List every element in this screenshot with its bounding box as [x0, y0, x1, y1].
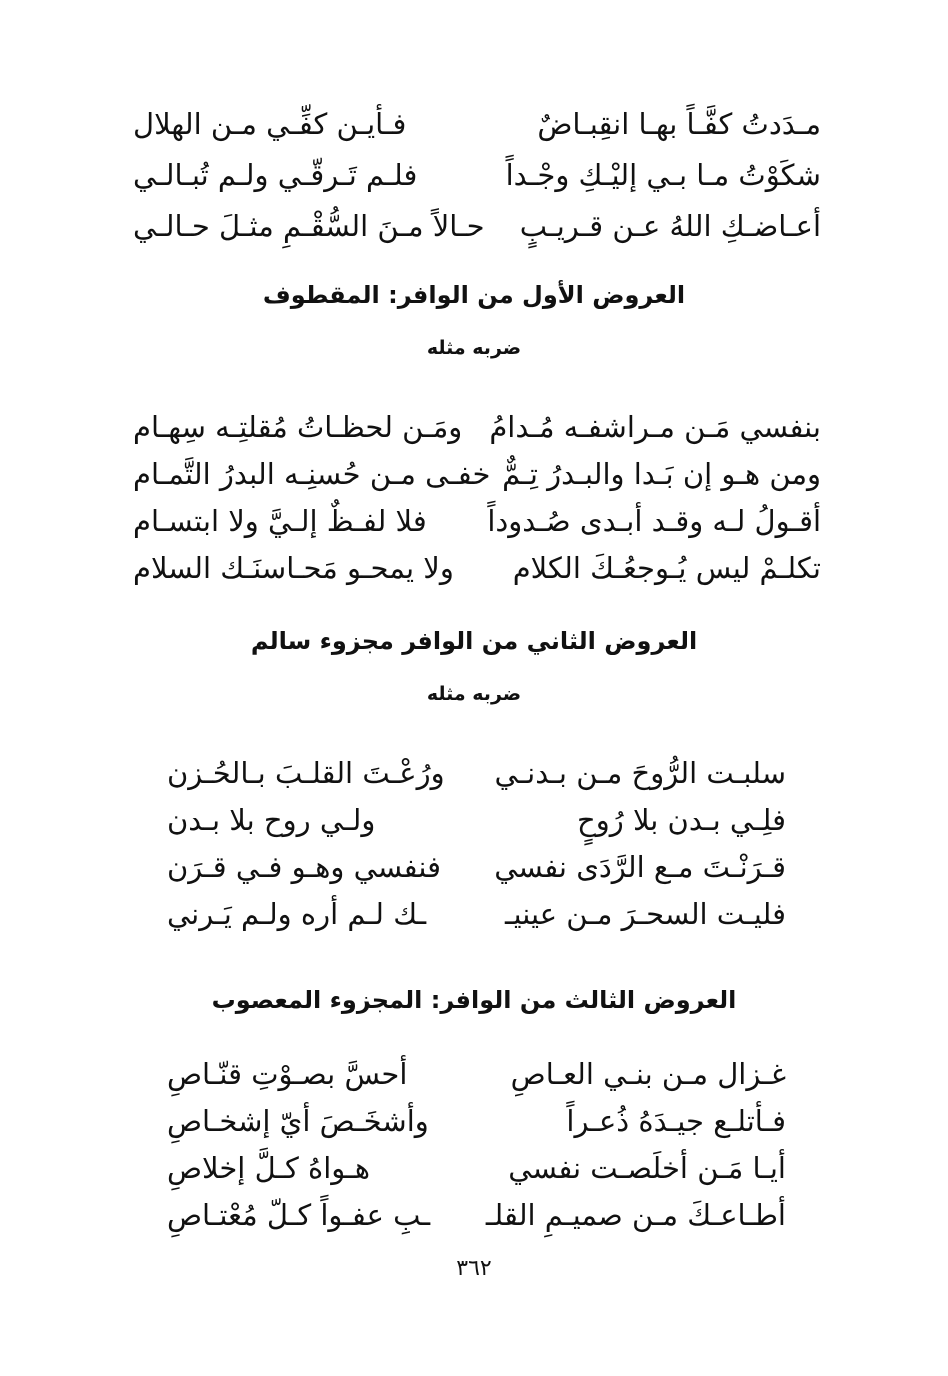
- verse: [133, 108, 821, 140]
- first-hemistich: أطـاعـكَ مـن صميـمِ القلـ: [485, 1197, 786, 1232]
- section-2-subheading: ضربه مثله: [426, 683, 522, 705]
- second-hemistich: ورُعْـتَ القلـبَ بـالحُـزن: [167, 755, 445, 790]
- second-hemistich: ـك لـم أره ولـم يَـرني: [167, 896, 427, 931]
- second-hemistich: وأشخَـصَ أيّ إشخـاصِ: [167, 1103, 429, 1138]
- first-hemistich: أيـا مَـن أخلَصـت نفسي: [508, 1150, 786, 1185]
- section-2-heading: العروض الثاني من الوافر مجزوء سالم: [250, 627, 698, 655]
- second-hemistich: فلا لفـظٌ إلـيَّ ولا ابتسـام: [133, 503, 427, 538]
- first-hemistich: مـدَدتُ كفَّـاً بهـا انقِبـاضٌ: [537, 106, 821, 141]
- verse: [167, 851, 786, 883]
- second-hemistich: ولـي روح بلا بـدن: [167, 802, 376, 837]
- verse: [133, 210, 821, 242]
- verse: [133, 458, 821, 490]
- second-hemistich: ولا يمحـو مَحـاسنَـك السلام: [133, 550, 454, 585]
- second-hemistich: فلـم تَـرقّـي ولـم تُبـالـي: [133, 157, 418, 192]
- section-1-heading: العروض الأول من الوافر: المقطوف: [262, 281, 686, 309]
- poem-block-4: [167, 1058, 786, 1231]
- first-hemistich: بنفسي مَـن مـراشفـه مُـدامُ: [489, 409, 821, 444]
- second-hemistich: هـواهُ كـلَّ إخلاصِ: [167, 1150, 371, 1185]
- first-hemistich: تكلـمْ ليس يُـوجعُـكَ الكلام: [512, 550, 821, 585]
- second-hemistich: خفـى مـن حُسنِـه البدرُ التَّمـام: [133, 456, 491, 491]
- verse: [167, 1105, 786, 1137]
- section-3-heading: العروض الثالث من الوافر: المجزوء المعصوب: [211, 986, 737, 1014]
- first-hemistich: فـأتلـع جيـدَهُ ذُعـراً: [566, 1103, 786, 1138]
- poem-block-1: [133, 108, 821, 242]
- first-hemistich: سلبـت الرُّوحَ مـن بـدنـي: [494, 755, 786, 790]
- verse: [167, 757, 786, 789]
- verse: [167, 1058, 786, 1090]
- first-hemistich: فليـت السحـرَ مـن عينيـ: [505, 896, 786, 931]
- second-hemistich: حـالاً مـنَ السُّقْـمِ مثـلَ حـالـي: [133, 208, 485, 243]
- verse: [167, 1199, 786, 1231]
- second-hemistich: فنفسي وهـو فـي قـرَن: [167, 849, 441, 884]
- first-hemistich: قـرَنْـتَ مـع الرَّدَى نفسي: [494, 849, 786, 884]
- page-number: ٣٦٢: [456, 1256, 492, 1281]
- first-hemistich: أقـولُ لـه وقـد أبـدى صُـدوداً: [487, 503, 821, 538]
- second-hemistich: ـبِ عفـواً كـلّ مُعْتـاصِ: [167, 1197, 431, 1232]
- second-hemistich: أحسَّ بصـوْتِ قنّـاصِ: [167, 1056, 408, 1091]
- second-hemistich: فـأيـن كفِّـي مـن الهلال: [133, 106, 407, 141]
- verse: [167, 804, 786, 836]
- first-hemistich: ومن هـو إن بَـدا والبـدرُ تِـمٌّ: [502, 456, 821, 491]
- poem-block-2: [133, 411, 821, 584]
- first-hemistich: شكَوْتُ مـا بـي إليْـكِ وجْـداً: [505, 157, 821, 192]
- verse: [133, 411, 821, 443]
- first-hemistich: غـزال مـن بنـي العـاصِ: [510, 1056, 786, 1091]
- first-hemistich: فلِـي بـدن بلا رُوحٍ: [577, 802, 786, 837]
- second-hemistich: ومَـن لحظـاتُ مُقلتِـه سِهـام: [133, 409, 463, 444]
- verse: [133, 159, 821, 191]
- verse: [167, 1152, 786, 1184]
- first-hemistich: أعـاضـكِ اللهُ عـن قـريـبٍ: [519, 208, 821, 243]
- verse: [133, 505, 821, 537]
- verse: [133, 552, 821, 584]
- section-1-subheading: ضربه مثله: [426, 337, 522, 359]
- verse: [167, 898, 786, 930]
- poem-block-3: [167, 757, 786, 930]
